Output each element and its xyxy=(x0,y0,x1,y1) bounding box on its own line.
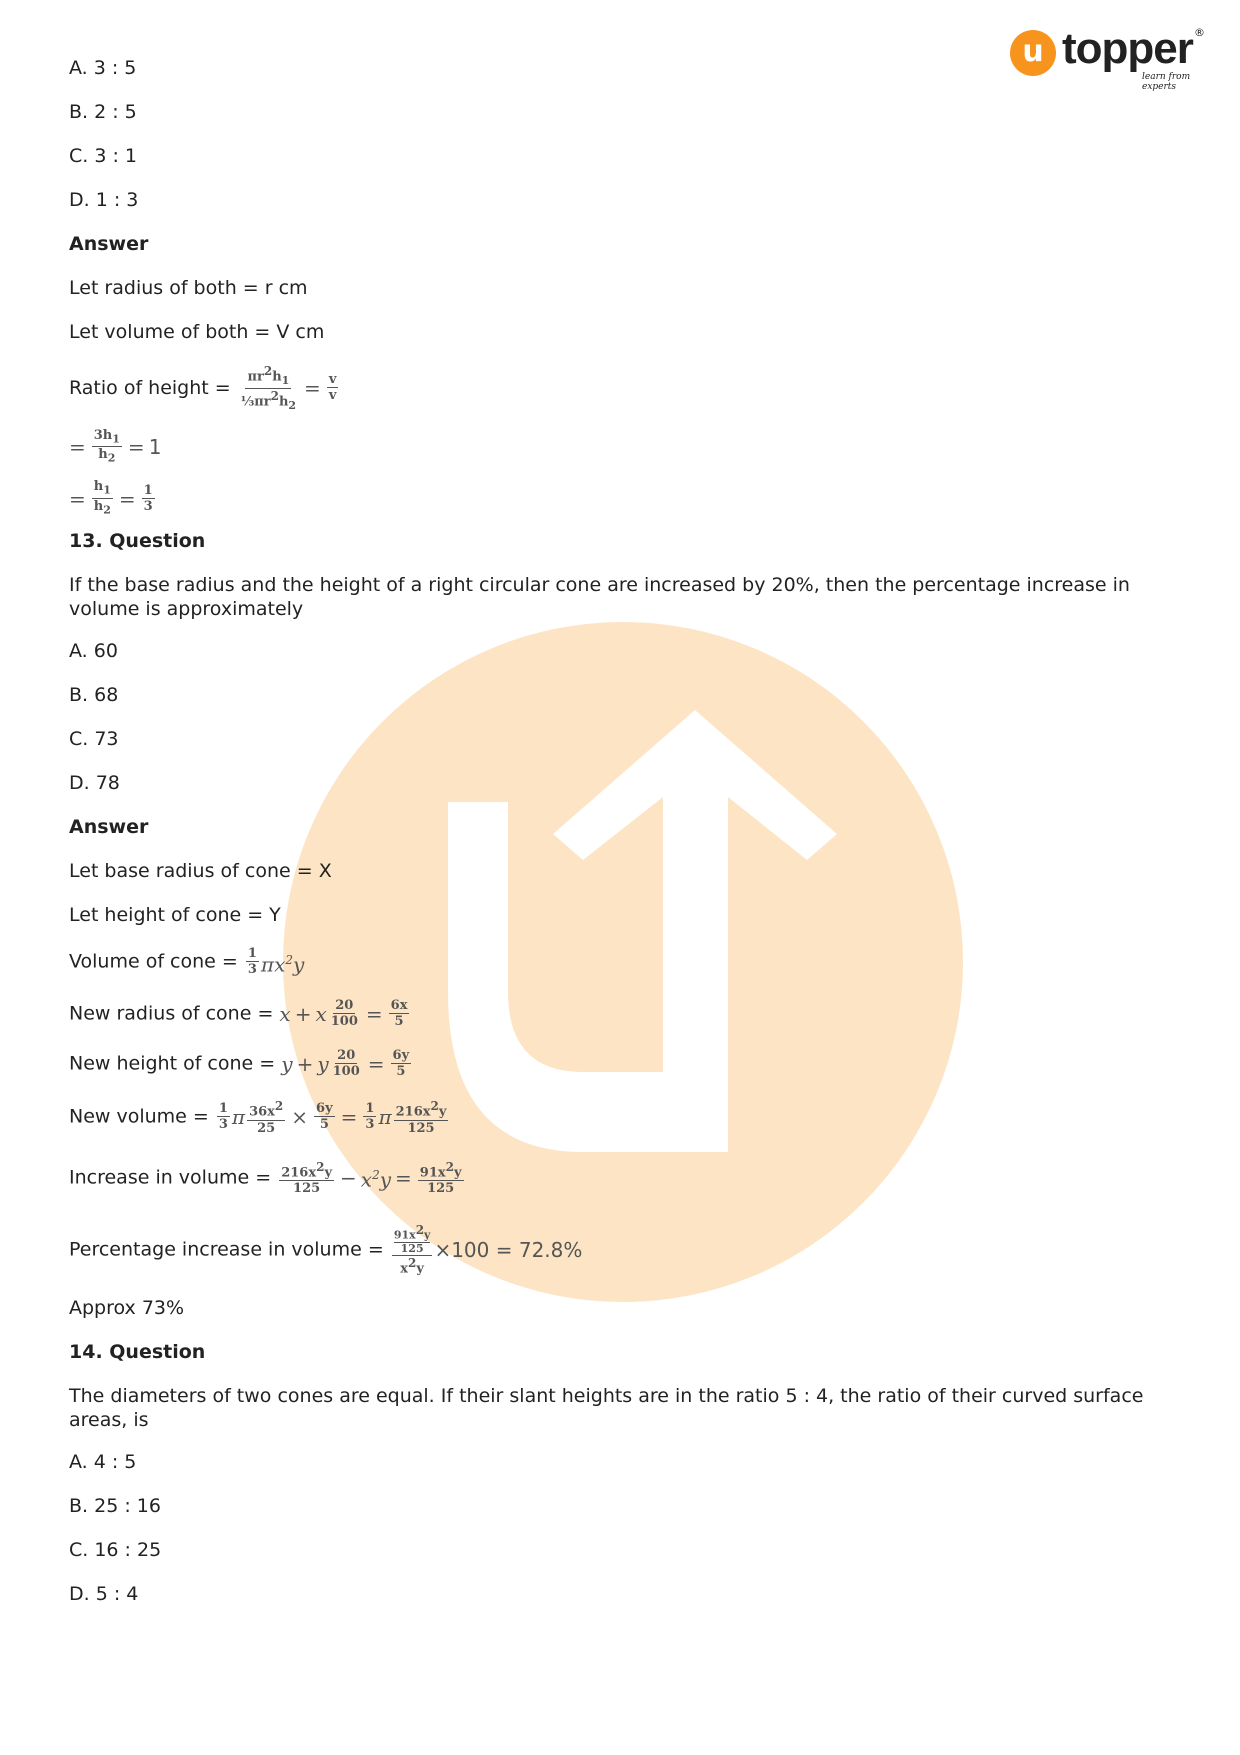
q13-approx-line: Approx 73% xyxy=(69,1296,185,1319)
q13-percentage-label: Percentage increase in volume = xyxy=(69,1238,384,1261)
q12-option-c: C. 3 : 1 xyxy=(69,145,138,167)
q13-new-height-label: New height of cone = xyxy=(69,1052,276,1075)
document-body xyxy=(69,56,1179,1626)
q13-increase-formula: $\frac{216x^2y}{125}$ − $x^2y$ = $\frac{91x^2y}{125}$ xyxy=(281,1159,462,1196)
q14-option-a: A. 4 : 5 xyxy=(69,1450,137,1473)
q12-ratio-label: Ratio of height = xyxy=(69,376,231,399)
q14-option-c: C. 16 : 25 xyxy=(69,1538,162,1561)
q14-option-b: B. 25 : 16 xyxy=(69,1494,161,1517)
q13-increase-line xyxy=(69,1160,1179,1196)
q13-new-height-formula: y + y $\frac{20}{100}$ = $\frac{6y}{5}$ xyxy=(281,1048,410,1080)
q13-answer-heading: Answer xyxy=(69,816,149,839)
q13-new-volume-label: New volume = xyxy=(69,1105,209,1128)
logo-registered-mark: ® xyxy=(1194,26,1205,39)
q13-option-c: C. 73 xyxy=(69,728,119,751)
q13-height-line: Let height of cone = Y xyxy=(69,904,281,927)
q13-option-a: A. 60 xyxy=(69,640,118,663)
q12-answer-heading: Answer xyxy=(69,233,149,255)
q12-ratio-line xyxy=(69,364,1179,413)
q13-new-volume-line xyxy=(69,1099,1179,1135)
q13-option-d: D. 78 xyxy=(69,772,120,795)
q13-new-radius-label: New radius of cone = xyxy=(69,1002,274,1025)
q14-question-text: The diameters of two cones are equal. If their slant heights are in the ratio 5 : 4, the ratio of their curved surface areas, is xyxy=(69,1384,1144,1431)
q13-heading: 13. Question xyxy=(69,530,206,553)
q13-volume-line xyxy=(69,947,1179,977)
q12-step-2: = $\frac{h_1}{h_2}$ = $\frac{1}{3}$ xyxy=(69,479,153,517)
q13-radius-line: Let base radius of cone = X xyxy=(69,860,332,883)
q12-radius-line: Let radius of both = r cm xyxy=(69,277,308,299)
q12-option-b: B. 2 : 5 xyxy=(69,101,137,123)
q12-ratio-formula: $\frac{\pi r^2h_1}{\frac{1}{3}\pi r^2h_2}$ = $\frac{v}{v}$ xyxy=(240,364,337,412)
q13-question-text: If the base radius and the height of a right circular cone are increased by 20%, then the percentage increase in volume is approximately xyxy=(69,574,1130,621)
q13-result: ×100 = 72.8% xyxy=(434,1237,583,1262)
logo-wordmark: topper xyxy=(1062,24,1193,73)
logo-u-icon: u xyxy=(1010,30,1056,76)
q13-new-radius-formula: x + x $\frac{20}{100}$ = $\frac{6x}{5}$ xyxy=(279,998,408,1030)
q12-volume-line: Let volume of both = V cm xyxy=(69,321,325,343)
logo-tagline: learn from experts xyxy=(1142,72,1191,92)
q12-option-d: D. 1 : 3 xyxy=(69,189,139,211)
q13-increase-label: Increase in volume = xyxy=(69,1166,272,1189)
q13-new-radius-line xyxy=(69,999,1179,1029)
q13-volume-label: Volume of cone = xyxy=(69,950,238,973)
q14-option-d: D. 5 : 4 xyxy=(69,1582,139,1605)
q12-option-a: A. 3 : 5 xyxy=(69,57,137,79)
q13-volume-formula: $\frac{1}{3}$ $\pi x^2y$ xyxy=(247,946,305,978)
q13-new-volume-formula: $\frac{1}{3}$ π $\frac{36x^2}{25}$ × $\frac{6y}{5}$ = $\frac{1}{3}$ π $\frac{216x^2y}{125}$ xyxy=(218,1099,447,1136)
q12-step-1: = $\frac{3h_1}{h_2}$ = 1 xyxy=(69,427,162,466)
q14-heading: 14. Question xyxy=(69,1340,206,1363)
q13-percentage-formula: $91x^2y$ 125 $x^2y$ ×100 = 72.8% xyxy=(393,1222,583,1276)
q13-option-b: B. 68 xyxy=(69,684,119,707)
q13-percentage-line xyxy=(69,1224,1179,1276)
q13-new-height-line xyxy=(69,1049,1179,1079)
